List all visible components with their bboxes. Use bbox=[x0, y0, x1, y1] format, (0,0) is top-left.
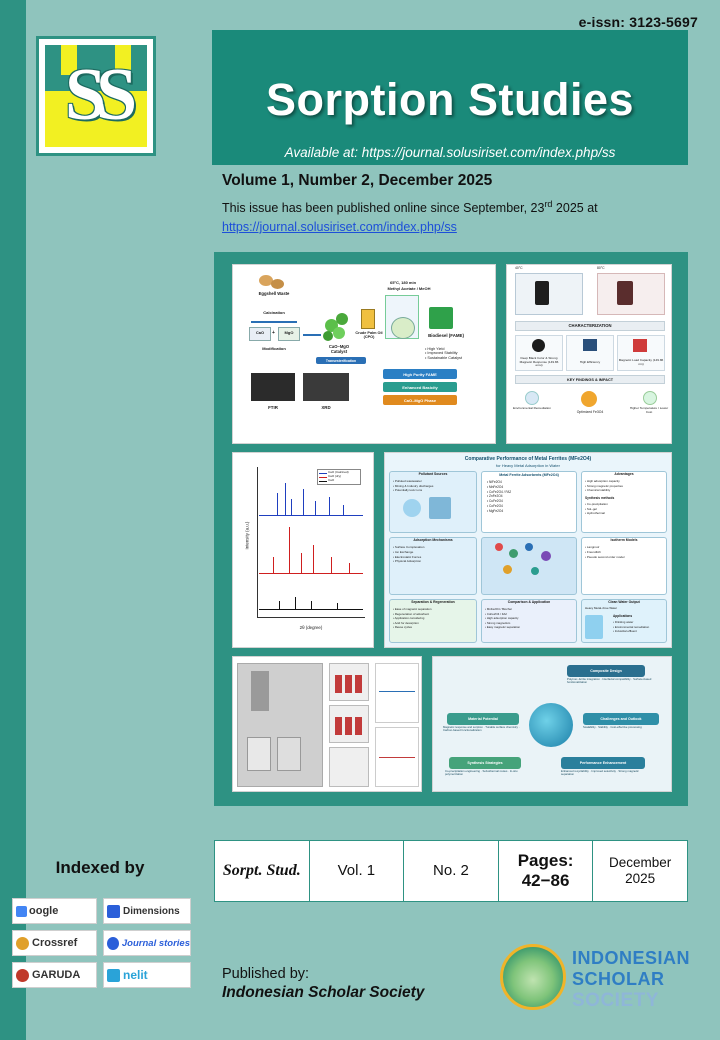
journal-logo bbox=[36, 36, 156, 156]
volume-cell: Vol. 1 bbox=[310, 841, 405, 901]
tree-icon bbox=[527, 965, 545, 991]
logo-monogram: SS bbox=[64, 54, 128, 136]
published-ordinal: rd bbox=[544, 199, 553, 209]
garuda-label: GARUDA bbox=[32, 969, 81, 981]
pages-cell: Pages: 42−86 bbox=[499, 841, 594, 901]
figure-composite-outlook: Composite Design Polymer–ferrite integration · Interfacial compatibility · Surface-based functionalization Challenges and Outlook Scalability · Stability · Cost-effective processing Material Potential Magnetic response and sorption · Tunable surface chemistry · Carbon-based functionalization Performance Enhancement Enhanced recyclability · Improved selectivity · Strong magnetic separation Synthesis Strategies Co-precipitation engineering · Solvothermal routes · In-situ polymerization bbox=[432, 656, 672, 792]
publisher-logo bbox=[500, 938, 690, 1024]
neliti-label: nelit bbox=[123, 968, 148, 982]
journal-stories-badge[interactable] bbox=[103, 930, 191, 956]
journal-abbrev-cell: Sorpt. Stud. bbox=[215, 841, 310, 901]
publisher-logo-text bbox=[572, 948, 690, 1012]
journal-url-line: Available at: https://journal.solusiriset.com/index.php/ss bbox=[284, 145, 616, 160]
issue-volume-line: Volume 1, Number 2, December 2025 bbox=[222, 172, 493, 189]
eissn-text: e-issn: 3123-5697 bbox=[578, 14, 698, 30]
publisher-block bbox=[222, 966, 424, 1002]
publisher-logo-line2: SCHOLAR bbox=[572, 969, 665, 989]
published-prefix: This issue has been published online since September, 23 bbox=[222, 201, 545, 216]
publisher-logo-mark bbox=[500, 944, 566, 1010]
figure-characterization: 40°C 80°C CHARACTERIZATION Deep Black Color & Strong Magnetic Response (149.86 emu) High Efficiency Magnetic Load Capacity (149.86 nm) KEY FINDINGS & IMPACT Environmental Remediation Optimized Fe3O4 Higher Temperature / Lower Cost bbox=[506, 264, 672, 444]
crossref-badge[interactable] bbox=[12, 930, 97, 956]
google-scholar-badge[interactable] bbox=[12, 898, 97, 924]
issue-summary-table bbox=[214, 840, 688, 902]
published-by-label: Published by: bbox=[222, 966, 310, 982]
google-scholar-label: oogle bbox=[29, 905, 59, 917]
google-g-icon bbox=[16, 906, 27, 917]
garuda-icon bbox=[16, 969, 29, 982]
journal-title: Sorption Studies bbox=[266, 74, 634, 125]
journal-stories-label: Journal stories bbox=[121, 937, 190, 949]
crossref-icon bbox=[16, 937, 29, 950]
title-banner bbox=[212, 30, 688, 165]
journal-stories-icon bbox=[107, 937, 119, 950]
cover-figure-panel bbox=[214, 252, 688, 806]
published-suffix: 2025 at bbox=[552, 201, 598, 216]
crossref-label: Crossref bbox=[32, 937, 78, 949]
dimensions-icon bbox=[107, 905, 120, 918]
figure-eggshell-biodiesel: Eggshell Waste Calcination Modification CaO + MgO CaO–MgO Catalyst Transesterification Crude Palm Oil (CPO) 65°C, 180 min Methyl Acetate / MeOH Biodiesel (FAME) • High Yield • Improved Stability • Sustainable Catalyst FTIR XRD High Purity FAME Enhanced Basicity CaO–MgO Phase bbox=[232, 264, 496, 444]
date-cell: December 2025 bbox=[609, 855, 672, 886]
dimensions-label: Dimensions bbox=[123, 905, 180, 917]
neliti-badge[interactable] bbox=[103, 962, 191, 988]
publisher-logo-line1: INDONESIAN bbox=[572, 948, 691, 968]
dimensions-badge[interactable] bbox=[103, 898, 191, 924]
figure-metal-ferrite-infographic: Comparative Performance of Metal Ferrites (MFe2O4) for Heavy Metal Adsorption in Water Metal Ferrite Adsorbents (MFe2O4) • NiFe2O4 • MnFe2O4 • CoFe2O4 / FA2 • ZnFe2O4 • CuFe2O4 • CoFe2O4 • MgFe2O4 Pollutant Sources • Polluted wastewater • Mining & Industry discharges • Potentially toxic ions Advantages • High adsorption capacity • Strong magnetic properties • Chemical stability Synthesis methods • Co-precipitation • Sol–gel • Hydrothermal Adsorption Mechanisms • Surface Complexation • Ion Exchange • Electrostatic Forces • Physical Adsorption Isotherm Models • Langmuir • Freundlich • Pseudo second order model Separation & Regeneration • Ease of magnetic separation • Regeneration of adsorbent • Application considering • Acid for desorption • Reuse cycles Comparison & Application • MnFe2O4 / Biochar • CoFe2O4 / FA2 • High adsorption capacity • Strong magnetism • Easy magnetic separation Clean Water Output Heavy Metal–Free Water Applications • Drinking water • Environmental remediation • Industrial effluent bbox=[384, 452, 672, 648]
neliti-icon bbox=[107, 969, 120, 982]
garuda-badge[interactable] bbox=[12, 962, 97, 988]
figure-xrd: Intensity (a.u.) 2θ (degree) CaO (Calcined) CaO (dry) CaO bbox=[232, 452, 374, 648]
indexed-by-title: Indexed by bbox=[55, 858, 145, 877]
publisher-logo-line3: SOCIETY bbox=[572, 990, 659, 1011]
figure-experimental-setup bbox=[232, 656, 422, 792]
number-cell: No. 2 bbox=[404, 841, 499, 901]
publisher-name: Indonesian Scholar Society bbox=[222, 984, 425, 1001]
issue-info bbox=[222, 172, 692, 237]
issue-published-line bbox=[222, 198, 692, 237]
issue-link[interactable]: https://journal.solusiriset.com/index.php/ss bbox=[222, 219, 457, 234]
left-accent-band bbox=[0, 0, 26, 1040]
